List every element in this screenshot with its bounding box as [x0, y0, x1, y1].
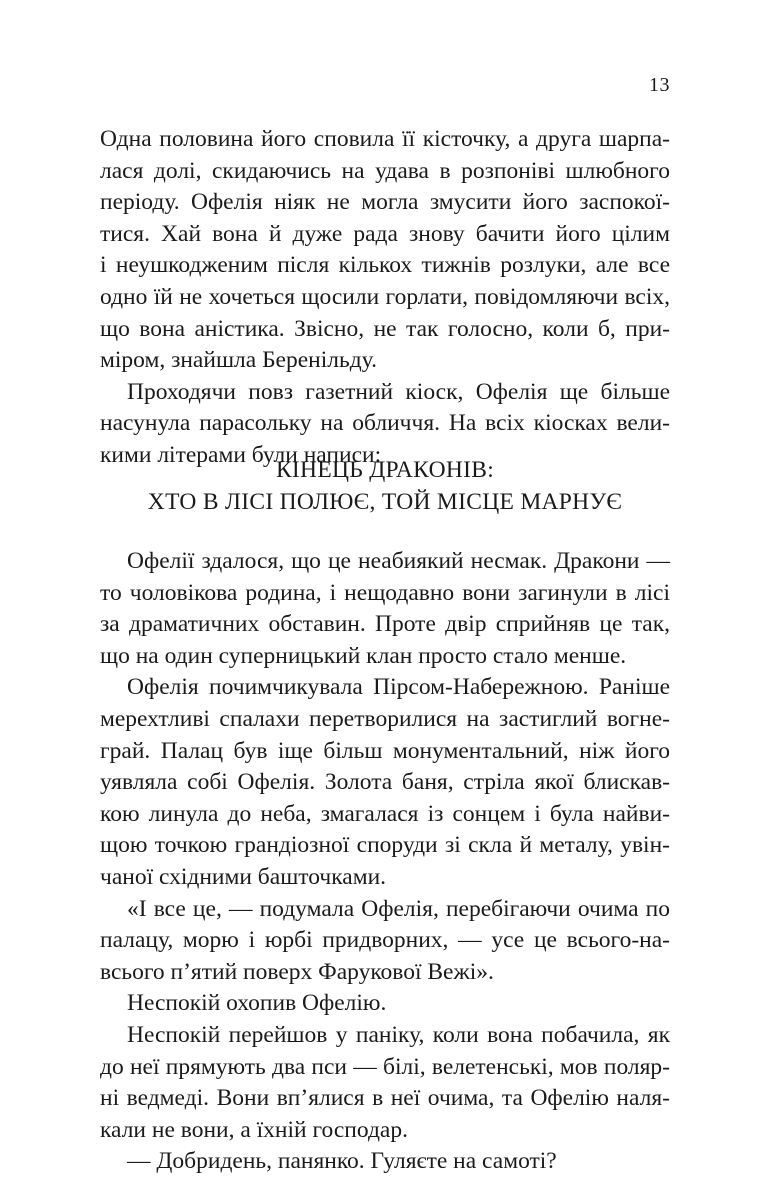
text-line: уявляла собі Офелія. Золота баня, стріла якої блискав-	[100, 769, 670, 796]
text-line: Офелія почимчикувала Пірсом-Набережною. Раніше	[127, 674, 670, 701]
text-line: кими літерами були написи:	[100, 441, 382, 468]
text-line: грай. Палац був іще більш монументальний, ніж його	[100, 737, 670, 764]
text-line: чаної східними башточками.	[100, 863, 387, 890]
text-line: за драматичних обставин. Проте двір сприйняв це так,	[100, 611, 670, 638]
page-number: 13	[649, 74, 670, 96]
text-line: Неспокій охопив Офелію.	[127, 990, 387, 1017]
paragraph-block-bottom	[100, 546, 670, 1178]
text-line: тися. Хай вона й дуже рада знову бачити його цілим	[100, 220, 670, 247]
text-line: Проходячи повз газетний кіоск, Офелія ще більше	[127, 378, 670, 405]
text-line: одно їй не хочеться щосили горлати, повідомляючи всіх,	[100, 283, 670, 310]
headline-line-2: ХТО В ЛІСІ ПОЛЮЄ, ТОЙ МІСЦЕ МАРНУЄ	[147, 489, 623, 515]
text-line: мерехтливі спалахи перетворилися на застиглий вогне-	[100, 705, 670, 732]
text-line: «І все це, — подумала Офелія, перебігаючи очима по	[127, 895, 670, 922]
text-line: ні ведмеді. Вони вп’ялися в неї очима, та Офелію наля-	[100, 1085, 670, 1112]
text-line: — Добридень, панянко. Гуляєте на самоті?	[127, 1148, 557, 1175]
text-line: міром, знайшла Беренільду.	[100, 347, 377, 374]
text-line: і неушкодженим після кількох тижнів розлуки, але все	[100, 252, 670, 279]
text-line: періоду. Офелія ніяк не могла змусити його заспокої-	[100, 189, 670, 216]
text-line: всього п’ятий поверх Фарукової Вежі».	[100, 958, 494, 985]
text-line: палацу, морю і юрбі придворних, — усе це всього-на-	[100, 927, 670, 954]
text-line: Неспокій перейшов у паніку, коли вона побачила, як	[127, 1021, 670, 1048]
text-line: що на один суперницький клан просто стало менше.	[100, 642, 627, 669]
text-line: лася долі, скидаючись на удава в розпоніві шлюбного	[100, 157, 670, 184]
newspaper-headline	[100, 454, 670, 518]
text-line: кали не вони, а їхній господар.	[100, 1116, 408, 1143]
text-line: то чоловікова родина, і нещодавно вони загинули в лісі	[100, 579, 670, 606]
text-line: що вона аністика. Звісно, не так голосно, коли б, при-	[100, 315, 670, 342]
paragraph-block-top	[100, 124, 670, 472]
text-line: Офелії здалося, що це неабиякий несмак. Дракони —	[127, 548, 670, 574]
headline-line-1: КІНЕЦЬ ДРАКОНІВ:	[275, 457, 495, 483]
text-line: Одна половина його сповила її кісточку, а друга шарпа-	[100, 126, 670, 152]
text-line: до неї прямують два пси — білі, велетенські, мов поляр-	[100, 1053, 670, 1080]
text-line: щою точкою грандіозної споруди зі скла й металу, увін-	[100, 832, 670, 859]
text-line: кою линула до неба, змагалася із сонцем і була найви-	[100, 800, 670, 827]
text-line: насунула парасольку на обличчя. На всіх кіосках вели-	[100, 410, 670, 437]
